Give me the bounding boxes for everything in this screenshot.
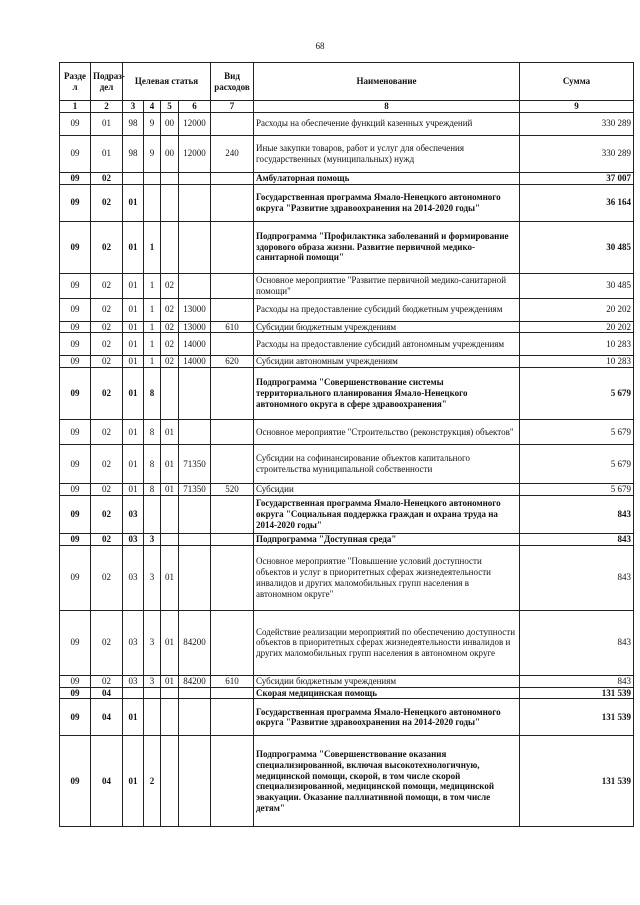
cell-name: Субсидии бюджетным учреждениям bbox=[254, 321, 520, 333]
table-row bbox=[60, 112, 634, 135]
cell-direction: 71350 bbox=[179, 445, 211, 484]
cell-program: 01 bbox=[123, 736, 144, 827]
cell-subprogram: 1 bbox=[144, 356, 161, 368]
cell-program: 01 bbox=[123, 699, 144, 736]
cell-program: 01 bbox=[123, 321, 144, 333]
cell-subprogram: 3 bbox=[144, 545, 161, 610]
cell-razdel: 09 bbox=[60, 333, 91, 356]
cell-program: 01 bbox=[123, 221, 144, 273]
cell-direction: 13000 bbox=[179, 321, 211, 333]
cell-subprogram: 1 bbox=[144, 298, 161, 321]
cell-sum: 30 485 bbox=[520, 273, 634, 298]
cell-sum: 131 539 bbox=[520, 687, 634, 699]
cell-event bbox=[161, 736, 179, 827]
cell-podrazdel: 02 bbox=[91, 484, 123, 496]
cell-name: Основное мероприятие "Повышение условий доступности объектов и услуг в приоритетных сферах жизнедеятельности инвалидов и других маломобильных групп населения в автономном округе" bbox=[254, 545, 520, 610]
cell-razdel: 09 bbox=[60, 445, 91, 484]
cell-expense-type bbox=[211, 273, 254, 298]
column-number: 4 bbox=[144, 101, 161, 113]
header-sum: Сумма bbox=[520, 63, 634, 101]
cell-direction: 84200 bbox=[179, 675, 211, 687]
cell-event bbox=[161, 495, 179, 533]
cell-event bbox=[161, 172, 179, 184]
cell-podrazdel: 02 bbox=[91, 495, 123, 533]
cell-event: 02 bbox=[161, 333, 179, 356]
cell-razdel: 09 bbox=[60, 675, 91, 687]
cell-subprogram: 1 bbox=[144, 273, 161, 298]
cell-subprogram: 8 bbox=[144, 445, 161, 484]
cell-name: Подпрограмма "Доступная среда" bbox=[254, 533, 520, 545]
cell-event: 01 bbox=[161, 545, 179, 610]
cell-direction bbox=[179, 736, 211, 827]
cell-razdel: 09 bbox=[60, 356, 91, 368]
table-row bbox=[60, 172, 634, 184]
cell-razdel: 09 bbox=[60, 273, 91, 298]
cell-name: Субсидии на софинансирование объектов капитального строительства муниципальной собственности bbox=[254, 445, 520, 484]
cell-expense-type: 620 bbox=[211, 356, 254, 368]
cell-expense-type bbox=[211, 736, 254, 827]
cell-name: Государственная программа Ямало-Ненецкого автономного округа "Социальная поддержка граждан и охрана труда на 2014-2020 годы" bbox=[254, 495, 520, 533]
table-row bbox=[60, 675, 634, 687]
table-row bbox=[60, 135, 634, 172]
cell-subprogram: 8 bbox=[144, 368, 161, 420]
cell-event bbox=[161, 699, 179, 736]
cell-name: Субсидии bbox=[254, 484, 520, 496]
cell-subprogram: 8 bbox=[144, 420, 161, 445]
cell-program: 03 bbox=[123, 545, 144, 610]
cell-subprogram bbox=[144, 184, 161, 221]
table-header-row bbox=[60, 63, 634, 101]
column-number: 2 bbox=[91, 101, 123, 113]
cell-program bbox=[123, 687, 144, 699]
cell-direction bbox=[179, 172, 211, 184]
cell-razdel: 09 bbox=[60, 699, 91, 736]
cell-expense-type bbox=[211, 545, 254, 610]
cell-razdel: 09 bbox=[60, 221, 91, 273]
column-number: 7 bbox=[211, 101, 254, 113]
cell-sum: 20 202 bbox=[520, 321, 634, 333]
cell-razdel: 09 bbox=[60, 112, 91, 135]
cell-podrazdel: 02 bbox=[91, 321, 123, 333]
cell-razdel: 09 bbox=[60, 736, 91, 827]
cell-podrazdel: 02 bbox=[91, 545, 123, 610]
cell-razdel: 09 bbox=[60, 545, 91, 610]
cell-direction bbox=[179, 273, 211, 298]
cell-program: 98 bbox=[123, 112, 144, 135]
cell-sum: 5 679 bbox=[520, 420, 634, 445]
cell-expense-type: 610 bbox=[211, 321, 254, 333]
cell-program bbox=[123, 172, 144, 184]
cell-direction: 84200 bbox=[179, 610, 211, 675]
cell-subprogram: 3 bbox=[144, 533, 161, 545]
cell-program: 01 bbox=[123, 356, 144, 368]
cell-podrazdel: 01 bbox=[91, 135, 123, 172]
cell-event: 01 bbox=[161, 420, 179, 445]
cell-subprogram: 1 bbox=[144, 333, 161, 356]
cell-name: Основное мероприятие "Развитие первичной медико-санитарной помощи" bbox=[254, 273, 520, 298]
cell-sum: 10 283 bbox=[520, 333, 634, 356]
cell-razdel: 09 bbox=[60, 321, 91, 333]
cell-subprogram bbox=[144, 699, 161, 736]
cell-name: Подпрограмма "Совершенствование оказания специализированной, включая высокотехнологичную, медицинской помощи, скорой, в том числе скорой специализированной, медицинской помощи, медицинской эвакуации. Оказание паллиативной помощи, в том числе детям" bbox=[254, 736, 520, 827]
table-row bbox=[60, 273, 634, 298]
cell-podrazdel: 01 bbox=[91, 112, 123, 135]
cell-direction: 14000 bbox=[179, 356, 211, 368]
cell-direction: 14000 bbox=[179, 333, 211, 356]
cell-event bbox=[161, 687, 179, 699]
cell-expense-type: 520 bbox=[211, 484, 254, 496]
column-number: 9 bbox=[520, 101, 634, 113]
cell-direction bbox=[179, 687, 211, 699]
cell-program: 01 bbox=[123, 333, 144, 356]
cell-razdel: 09 bbox=[60, 420, 91, 445]
cell-expense-type bbox=[211, 687, 254, 699]
table-row bbox=[60, 495, 634, 533]
cell-name: Расходы на обеспечение функций казенных учреждений bbox=[254, 112, 520, 135]
cell-razdel: 09 bbox=[60, 135, 91, 172]
table-row bbox=[60, 221, 634, 273]
column-number: 1 bbox=[60, 101, 91, 113]
cell-program: 03 bbox=[123, 610, 144, 675]
cell-subprogram: 9 bbox=[144, 112, 161, 135]
cell-sum: 5 679 bbox=[520, 445, 634, 484]
cell-subprogram: 3 bbox=[144, 610, 161, 675]
cell-sum: 131 539 bbox=[520, 699, 634, 736]
cell-name: Амбулаторная помощь bbox=[254, 172, 520, 184]
cell-sum: 20 202 bbox=[520, 298, 634, 321]
table-row bbox=[60, 356, 634, 368]
cell-expense-type bbox=[211, 112, 254, 135]
cell-name: Подпрограмма "Совершенствование системы территориального планирования Ямало-Ненецкого автономного округа в сфере здравоохранения" bbox=[254, 368, 520, 420]
cell-podrazdel: 02 bbox=[91, 610, 123, 675]
cell-podrazdel: 02 bbox=[91, 172, 123, 184]
cell-program: 03 bbox=[123, 495, 144, 533]
cell-program: 01 bbox=[123, 484, 144, 496]
cell-direction bbox=[179, 420, 211, 445]
cell-podrazdel: 02 bbox=[91, 675, 123, 687]
cell-expense-type bbox=[211, 368, 254, 420]
cell-event: 00 bbox=[161, 112, 179, 135]
cell-name: Субсидии бюджетным учреждениям bbox=[254, 675, 520, 687]
table-row bbox=[60, 687, 634, 699]
cell-subprogram bbox=[144, 172, 161, 184]
cell-podrazdel: 04 bbox=[91, 736, 123, 827]
cell-sum: 330 289 bbox=[520, 112, 634, 135]
cell-event bbox=[161, 368, 179, 420]
cell-razdel: 09 bbox=[60, 533, 91, 545]
cell-podrazdel: 02 bbox=[91, 221, 123, 273]
cell-subprogram: 3 bbox=[144, 675, 161, 687]
table-body bbox=[60, 112, 634, 827]
cell-direction: 12000 bbox=[179, 135, 211, 172]
cell-name: Подпрограмма "Профилактика заболеваний и формирование здорового образа жизни. Развитие первичной медико-санитарной помощи" bbox=[254, 221, 520, 273]
cell-subprogram: 8 bbox=[144, 484, 161, 496]
cell-name: Иные закупки товаров, работ и услуг для обеспечения государственных (муниципальных) нужд bbox=[254, 135, 520, 172]
column-number: 5 bbox=[161, 101, 179, 113]
cell-expense-type bbox=[211, 298, 254, 321]
cell-sum: 843 bbox=[520, 533, 634, 545]
cell-program: 01 bbox=[123, 420, 144, 445]
cell-podrazdel: 02 bbox=[91, 333, 123, 356]
cell-subprogram bbox=[144, 495, 161, 533]
cell-sum: 5 679 bbox=[520, 368, 634, 420]
cell-expense-type: 240 bbox=[211, 135, 254, 172]
cell-sum: 10 283 bbox=[520, 356, 634, 368]
cell-expense-type: 610 bbox=[211, 675, 254, 687]
cell-razdel: 09 bbox=[60, 484, 91, 496]
cell-event: 02 bbox=[161, 273, 179, 298]
cell-name: Содействие реализации мероприятий по обеспечению доступности объектов в приоритетных сферах жизнедеятельности инвалидов и других маломобильных групп населения в автономном округе bbox=[254, 610, 520, 675]
header-podrazdel: Подраз- дел bbox=[91, 63, 123, 101]
cell-program: 03 bbox=[123, 533, 144, 545]
cell-direction bbox=[179, 184, 211, 221]
column-number: 6 bbox=[179, 101, 211, 113]
header-name: Наименование bbox=[254, 63, 520, 101]
cell-direction bbox=[179, 495, 211, 533]
cell-razdel: 09 bbox=[60, 495, 91, 533]
cell-podrazdel: 02 bbox=[91, 445, 123, 484]
cell-podrazdel: 02 bbox=[91, 273, 123, 298]
cell-sum: 843 bbox=[520, 495, 634, 533]
cell-program: 01 bbox=[123, 368, 144, 420]
cell-direction bbox=[179, 545, 211, 610]
cell-event bbox=[161, 221, 179, 273]
cell-direction bbox=[179, 221, 211, 273]
cell-sum: 843 bbox=[520, 610, 634, 675]
cell-expense-type bbox=[211, 445, 254, 484]
cell-razdel: 09 bbox=[60, 298, 91, 321]
cell-direction bbox=[179, 699, 211, 736]
cell-name: Государственная программа Ямало-Ненецкого автономного округа "Развитие здравоохранения на 2014-2020 годы" bbox=[254, 184, 520, 221]
cell-podrazdel: 02 bbox=[91, 420, 123, 445]
cell-event bbox=[161, 533, 179, 545]
cell-program: 01 bbox=[123, 445, 144, 484]
table-row bbox=[60, 420, 634, 445]
cell-razdel: 09 bbox=[60, 368, 91, 420]
cell-name: Расходы на предоставление субсидий автономным учреждениям bbox=[254, 333, 520, 356]
cell-sum: 131 539 bbox=[520, 736, 634, 827]
cell-subprogram: 2 bbox=[144, 736, 161, 827]
cell-direction: 71350 bbox=[179, 484, 211, 496]
cell-podrazdel: 02 bbox=[91, 298, 123, 321]
cell-podrazdel: 02 bbox=[91, 533, 123, 545]
table-row bbox=[60, 736, 634, 827]
table-row bbox=[60, 368, 634, 420]
cell-podrazdel: 02 bbox=[91, 184, 123, 221]
cell-program: 03 bbox=[123, 675, 144, 687]
cell-program: 98 bbox=[123, 135, 144, 172]
cell-direction: 12000 bbox=[179, 112, 211, 135]
table-row bbox=[60, 545, 634, 610]
cell-name: Основное мероприятие "Строительство (реконструкция) объектов" bbox=[254, 420, 520, 445]
cell-direction: 13000 bbox=[179, 298, 211, 321]
cell-event: 01 bbox=[161, 445, 179, 484]
cell-sum: 37 007 bbox=[520, 172, 634, 184]
cell-expense-type bbox=[211, 533, 254, 545]
cell-sum: 5 679 bbox=[520, 484, 634, 496]
cell-name: Субсидии автономным учреждениям bbox=[254, 356, 520, 368]
table-row bbox=[60, 445, 634, 484]
cell-sum: 843 bbox=[520, 675, 634, 687]
cell-name: Государственная программа Ямало-Ненецкого автономного округа "Развитие здравоохранения на 2014-2020 годы" bbox=[254, 699, 520, 736]
cell-subprogram: 1 bbox=[144, 221, 161, 273]
cell-direction bbox=[179, 368, 211, 420]
column-number: 8 bbox=[254, 101, 520, 113]
cell-program: 01 bbox=[123, 298, 144, 321]
cell-sum: 36 164 bbox=[520, 184, 634, 221]
cell-expense-type bbox=[211, 420, 254, 445]
cell-razdel: 09 bbox=[60, 687, 91, 699]
cell-event: 01 bbox=[161, 675, 179, 687]
page-number: 68 bbox=[315, 41, 325, 51]
cell-razdel: 09 bbox=[60, 184, 91, 221]
table-row bbox=[60, 484, 634, 496]
cell-expense-type bbox=[211, 495, 254, 533]
cell-expense-type bbox=[211, 172, 254, 184]
header-expense-type: Вид расходов bbox=[211, 63, 254, 101]
cell-name: Скорая медицинская помощь bbox=[254, 687, 520, 699]
cell-program: 01 bbox=[123, 273, 144, 298]
cell-expense-type bbox=[211, 221, 254, 273]
cell-expense-type bbox=[211, 333, 254, 356]
cell-expense-type bbox=[211, 610, 254, 675]
table-row bbox=[60, 333, 634, 356]
cell-razdel: 09 bbox=[60, 610, 91, 675]
cell-podrazdel: 04 bbox=[91, 687, 123, 699]
cell-subprogram: 9 bbox=[144, 135, 161, 172]
cell-podrazdel: 02 bbox=[91, 356, 123, 368]
cell-expense-type bbox=[211, 184, 254, 221]
column-number: 3 bbox=[123, 101, 144, 113]
header-target-article: Целевая статья bbox=[123, 63, 211, 101]
cell-name: Расходы на предоставление субсидий бюджетным учреждениям bbox=[254, 298, 520, 321]
cell-event: 02 bbox=[161, 356, 179, 368]
cell-subprogram bbox=[144, 687, 161, 699]
table-row bbox=[60, 184, 634, 221]
cell-event: 01 bbox=[161, 610, 179, 675]
table-row bbox=[60, 699, 634, 736]
cell-razdel: 09 bbox=[60, 172, 91, 184]
header-razdel: Разде л bbox=[60, 63, 91, 101]
cell-program: 01 bbox=[123, 184, 144, 221]
cell-event: 01 bbox=[161, 484, 179, 496]
table-row bbox=[60, 610, 634, 675]
cell-sum: 30 485 bbox=[520, 221, 634, 273]
budget-table bbox=[59, 62, 634, 827]
table-row bbox=[60, 298, 634, 321]
cell-sum: 330 289 bbox=[520, 135, 634, 172]
cell-podrazdel: 04 bbox=[91, 699, 123, 736]
table-row bbox=[60, 533, 634, 545]
cell-subprogram: 1 bbox=[144, 321, 161, 333]
cell-event: 02 bbox=[161, 321, 179, 333]
cell-direction bbox=[179, 533, 211, 545]
cell-sum: 843 bbox=[520, 545, 634, 610]
column-number-row bbox=[60, 101, 634, 113]
cell-event: 00 bbox=[161, 135, 179, 172]
cell-event: 02 bbox=[161, 298, 179, 321]
cell-expense-type bbox=[211, 699, 254, 736]
cell-event bbox=[161, 184, 179, 221]
table-row bbox=[60, 321, 634, 333]
cell-podrazdel: 02 bbox=[91, 368, 123, 420]
